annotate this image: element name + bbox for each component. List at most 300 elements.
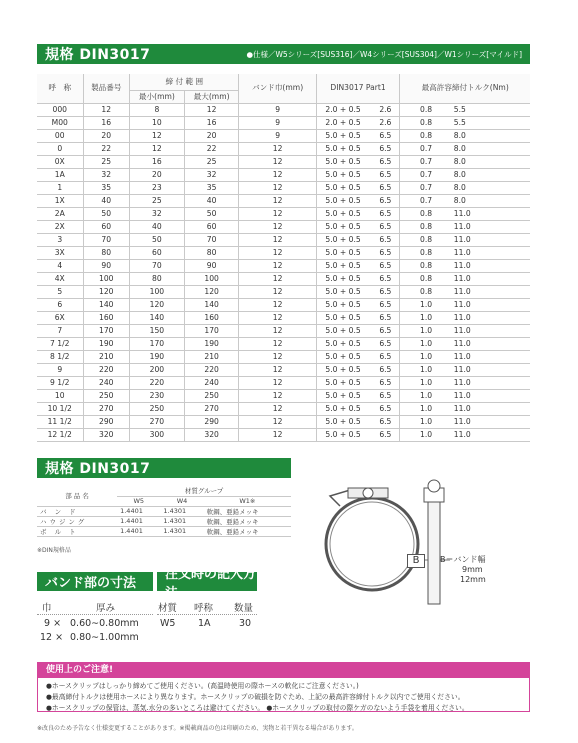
table-cell: 270 <box>83 402 130 415</box>
table-row <box>37 142 530 155</box>
table-cell: 6.5 <box>369 181 400 194</box>
table-cell: 80 <box>184 246 239 259</box>
table-cell: 軟鋼、亜鉛メッキ <box>204 516 291 526</box>
table-cell: 0.8 <box>400 207 452 220</box>
table-cell: 0.8 <box>400 259 452 272</box>
table-cell: 40 <box>83 194 130 207</box>
table-cell: 7 1/2 <box>37 337 83 350</box>
table-row <box>37 324 530 337</box>
table-cell: 6.5 <box>369 194 400 207</box>
table-cell: 2A <box>37 207 83 220</box>
table-row <box>37 389 530 402</box>
table-cell: 2.6 <box>369 103 400 116</box>
table-cell: 5.0 + 0.5 <box>316 350 369 363</box>
table-cell: 270 <box>130 415 185 428</box>
table-row <box>37 259 530 272</box>
table-cell: 6X <box>37 311 83 324</box>
table-cell: 6.5 <box>369 337 400 350</box>
table-cell: 12 <box>239 194 316 207</box>
table-row <box>37 272 530 285</box>
order-title: 注文時の記入方法 <box>157 572 257 591</box>
table-cell: 22 <box>83 142 130 155</box>
table-cell: 4X <box>37 272 83 285</box>
table-cell: 25 <box>130 194 185 207</box>
table-cell: 25 <box>184 155 239 168</box>
table-cell: 11.0 <box>452 311 530 324</box>
table-cell: 1A <box>37 168 83 181</box>
band-width-label <box>440 555 486 585</box>
caution-title: 使用上のご注意! <box>38 663 529 678</box>
table-cell: 50 <box>83 207 130 220</box>
table-cell: バ ン ド <box>37 506 117 516</box>
table-cell: 190 <box>184 337 239 350</box>
table-cell: 0.8 <box>400 220 452 233</box>
table-row <box>37 129 530 142</box>
table-cell: 16 <box>83 116 130 129</box>
table-cell: 5 <box>37 285 83 298</box>
table-cell: 1.0 <box>400 402 452 415</box>
col-call: 呼 称 <box>37 74 83 103</box>
band-row-1-width: 9 × <box>44 618 62 629</box>
table-cell: 190 <box>83 337 130 350</box>
table-cell: 170 <box>83 324 130 337</box>
table-cell: 6.5 <box>369 389 400 402</box>
table-cell: 10 1/2 <box>37 402 83 415</box>
table-cell: 10 <box>130 116 185 129</box>
table-row <box>37 194 530 207</box>
table-cell: 210 <box>83 350 130 363</box>
table-cell: 12 <box>239 324 316 337</box>
table-cell: 11.0 <box>452 337 530 350</box>
table-cell: 12 <box>239 181 316 194</box>
b-value-12: 12mm <box>460 575 486 584</box>
table-cell: 6.5 <box>369 259 400 272</box>
table-cell: 25 <box>83 155 130 168</box>
table-cell: 12 <box>130 142 185 155</box>
table-cell: 0.8 <box>400 246 452 259</box>
table-cell: 20 <box>83 129 130 142</box>
table-cell: 20 <box>130 168 185 181</box>
table-row <box>37 220 530 233</box>
table-cell: 000 <box>37 103 83 116</box>
table-cell: 12 <box>239 246 316 259</box>
table-row <box>37 103 530 116</box>
table-row <box>37 415 530 428</box>
table-row <box>37 298 530 311</box>
order-h-material: 材質 <box>158 603 178 614</box>
b-marker: B <box>407 554 425 568</box>
spec-table <box>37 74 530 442</box>
table-cell: 9 <box>239 103 316 116</box>
band-col-thickness: 厚み <box>96 603 116 614</box>
table-cell: 6.5 <box>369 402 400 415</box>
col-max: 最大(mm) <box>184 90 239 103</box>
table-cell: 1.4301 <box>160 516 203 526</box>
order-v-material: W5 <box>160 618 176 629</box>
table-cell: 12 <box>239 285 316 298</box>
table-cell: 2.0 + 0.5 <box>316 116 369 129</box>
table-row <box>37 428 530 441</box>
table-cell: 35 <box>184 181 239 194</box>
table-cell: 1.0 <box>400 389 452 402</box>
table-cell: ハウジング <box>37 516 117 526</box>
order-v-qty: 30 <box>239 618 252 629</box>
table-cell: 70 <box>83 233 130 246</box>
material-header-bar <box>37 458 291 478</box>
table-cell: 12 <box>239 350 316 363</box>
table-cell: 12 <box>239 272 316 285</box>
col-product-no: 製品番号 <box>83 74 130 103</box>
table-cell: 0 <box>37 142 83 155</box>
table-cell: 170 <box>130 337 185 350</box>
table-cell: 1.0 <box>400 363 452 376</box>
table-cell: 11.0 <box>452 363 530 376</box>
table-cell: 250 <box>130 402 185 415</box>
table-cell: 12 <box>239 389 316 402</box>
table-row <box>37 246 530 259</box>
table-cell: 12 <box>83 103 130 116</box>
hose-clamp-diagram <box>310 476 450 606</box>
table-cell: 11.0 <box>452 285 530 298</box>
table-cell: 5.0 + 0.5 <box>316 272 369 285</box>
table-cell: 6.5 <box>369 246 400 259</box>
col-torque: 最高許容締付トルク(Nm) <box>400 74 530 103</box>
clamp-ring <box>326 488 418 590</box>
table-cell: 5.0 + 0.5 <box>316 285 369 298</box>
col-min: 最小(mm) <box>130 90 185 103</box>
mat-col-w5: W5 <box>117 496 160 506</box>
table-cell: 200 <box>130 363 185 376</box>
table-cell: 8.0 <box>452 168 530 181</box>
table-cell: 12 <box>239 337 316 350</box>
table-cell: 6.5 <box>369 376 400 389</box>
table-cell: 240 <box>184 376 239 389</box>
table-cell: M00 <box>37 116 83 129</box>
table-cell: 12 <box>239 220 316 233</box>
band-row-1-thickness: 0.60∼0.80mm <box>70 618 139 629</box>
table-row <box>37 402 530 415</box>
material-title: 規格 DIN3017 <box>45 461 151 477</box>
table-cell: 170 <box>184 324 239 337</box>
table-cell: 8.0 <box>452 129 530 142</box>
table-cell: 9 <box>37 363 83 376</box>
table-cell: 8.0 <box>452 181 530 194</box>
table-cell: 11 1/2 <box>37 415 83 428</box>
table-cell: 12 <box>239 428 316 441</box>
table-cell: 120 <box>83 285 130 298</box>
mat-col-part: 部 品 名 <box>37 486 117 506</box>
table-cell: 6.5 <box>369 428 400 441</box>
table-cell: 11.0 <box>452 389 530 402</box>
footer-note: ※改良のため予告なく仕様変更することがあります。※掲載商品の色は印刷のため、実物と若干異なる場合があります。 <box>37 725 358 732</box>
mat-col-w4: W4 <box>160 496 203 506</box>
table-cell: 0.8 <box>400 116 452 129</box>
table-cell: 5.0 + 0.5 <box>316 363 369 376</box>
table-cell: 5.0 + 0.5 <box>316 311 369 324</box>
col-din: DIN3017 Part1 <box>316 74 400 103</box>
table-cell: 1.4401 <box>117 516 160 526</box>
table-cell: 11.0 <box>452 415 530 428</box>
table-row <box>37 506 291 516</box>
table-cell: 1.0 <box>400 376 452 389</box>
table-cell: 8.0 <box>452 155 530 168</box>
table-cell: 3 <box>37 233 83 246</box>
table-row <box>37 233 530 246</box>
table-cell: 1.0 <box>400 337 452 350</box>
table-cell: 160 <box>83 311 130 324</box>
col-range: 締 付 範 囲 <box>130 74 239 90</box>
table-row <box>37 181 530 194</box>
table-cell: 11.0 <box>452 272 530 285</box>
table-cell: 11.0 <box>452 233 530 246</box>
table-cell: 230 <box>130 389 185 402</box>
table-cell: 0.7 <box>400 181 452 194</box>
table-cell: 8 1/2 <box>37 350 83 363</box>
table-cell: 12 <box>239 168 316 181</box>
table-cell: 100 <box>83 272 130 285</box>
table-cell: 5.0 + 0.5 <box>316 415 369 428</box>
table-cell: 12 <box>239 402 316 415</box>
table-row <box>37 516 291 526</box>
table-cell: 5.0 + 0.5 <box>316 402 369 415</box>
table-cell: 220 <box>184 363 239 376</box>
table-cell: 6.5 <box>369 129 400 142</box>
table-cell: 32 <box>184 168 239 181</box>
series-note: ●仕様／W5シリーズ[SUS316]／W4シリーズ[SUS304]／W1シリーズ[マイルド] <box>246 49 522 59</box>
table-cell: 11.0 <box>452 428 530 441</box>
material-table <box>37 486 291 537</box>
table-cell: 5.0 + 0.5 <box>316 194 369 207</box>
table-cell: 250 <box>83 389 130 402</box>
table-cell: 2.6 <box>369 116 400 129</box>
table-cell: 150 <box>130 324 185 337</box>
table-row <box>37 155 530 168</box>
table-cell: 5.0 + 0.5 <box>316 376 369 389</box>
table-cell: 6.5 <box>369 363 400 376</box>
table-row <box>37 363 530 376</box>
table-cell: 6.5 <box>369 311 400 324</box>
table-cell: 3X <box>37 246 83 259</box>
table-cell: 6.5 <box>369 168 400 181</box>
table-cell: 1.0 <box>400 350 452 363</box>
table-cell: 80 <box>83 246 130 259</box>
table-cell: 12 <box>239 142 316 155</box>
table-cell: 1.0 <box>400 298 452 311</box>
order-v-call: 1A <box>198 618 211 629</box>
caution-box <box>37 662 530 712</box>
table-cell: 6 <box>37 298 83 311</box>
table-cell: 160 <box>184 311 239 324</box>
order-h-qty: 数量 <box>234 603 254 614</box>
table-cell: 5.5 <box>452 103 530 116</box>
table-cell: 11.0 <box>452 259 530 272</box>
table-cell: 9 <box>239 129 316 142</box>
table-cell: 軟鋼、亜鉛メッキ <box>204 506 291 516</box>
table-cell: 5.0 + 0.5 <box>316 220 369 233</box>
table-cell: 190 <box>130 350 185 363</box>
table-cell: 11.0 <box>452 207 530 220</box>
table-cell: 12 <box>239 415 316 428</box>
table-cell: 11.0 <box>452 350 530 363</box>
table-cell: 5.0 + 0.5 <box>316 142 369 155</box>
table-cell: 0.8 <box>400 233 452 246</box>
table-cell: 1.0 <box>400 311 452 324</box>
table-cell: 0.8 <box>400 285 452 298</box>
table-cell: 90 <box>184 259 239 272</box>
table-cell: 12 <box>239 311 316 324</box>
table-cell: 16 <box>130 155 185 168</box>
caution-line-2: ●最高締付トルクは使用ホースにより異なります。ホースクリップの破損を防ぐため、上記の最高許容締付トルク以内でご使用ください。 <box>46 693 465 701</box>
table-cell: 12 <box>239 233 316 246</box>
table-row <box>37 285 530 298</box>
table-cell: 7 <box>37 324 83 337</box>
table-cell: 5.0 + 0.5 <box>316 207 369 220</box>
table-row <box>37 168 530 181</box>
table-cell: 12 <box>239 259 316 272</box>
table-cell: 8.0 <box>452 194 530 207</box>
table-cell: 5.0 + 0.5 <box>316 246 369 259</box>
table-cell: 250 <box>184 389 239 402</box>
table-cell: 300 <box>130 428 185 441</box>
table-cell: 5.0 + 0.5 <box>316 129 369 142</box>
table-cell: 60 <box>184 220 239 233</box>
table-cell: 100 <box>130 285 185 298</box>
table-row <box>37 116 530 129</box>
table-cell: 5.0 + 0.5 <box>316 259 369 272</box>
table-cell: 22 <box>184 142 239 155</box>
table-cell: 11.0 <box>452 298 530 311</box>
table-cell: 0.7 <box>400 155 452 168</box>
table-cell: 40 <box>130 220 185 233</box>
table-cell: 1.4401 <box>117 526 160 536</box>
table-cell: 6.5 <box>369 415 400 428</box>
table-cell: 5.0 + 0.5 <box>316 337 369 350</box>
table-cell: 40 <box>184 194 239 207</box>
din-note: ※DIN規格品 <box>37 547 71 554</box>
table-cell: 35 <box>83 181 130 194</box>
table-cell: 5.0 + 0.5 <box>316 298 369 311</box>
table-cell: 5.0 + 0.5 <box>316 155 369 168</box>
table-cell: 1X <box>37 194 83 207</box>
table-cell: 5.5 <box>452 116 530 129</box>
table-cell: 9 <box>239 116 316 129</box>
table-cell: 8 <box>130 103 185 116</box>
table-cell: 290 <box>184 415 239 428</box>
table-cell: 12 <box>239 207 316 220</box>
table-cell: 20 <box>184 129 239 142</box>
table-cell: 12 <box>184 103 239 116</box>
table-cell: 軟鋼、亜鉛メッキ <box>204 526 291 536</box>
table-cell: 140 <box>83 298 130 311</box>
mat-col-group: 材質グループ <box>117 486 291 496</box>
table-row <box>37 526 291 536</box>
table-cell: 290 <box>83 415 130 428</box>
table-cell: 2.0 + 0.5 <box>316 103 369 116</box>
table-cell: 6.5 <box>369 220 400 233</box>
table-cell: 1 <box>37 181 83 194</box>
table-cell: 80 <box>130 272 185 285</box>
table-cell: 6.5 <box>369 207 400 220</box>
table-cell: 0.7 <box>400 142 452 155</box>
table-cell: 270 <box>184 402 239 415</box>
table-cell: 0.7 <box>400 194 452 207</box>
table-row <box>37 337 530 350</box>
table-cell: 12 <box>239 376 316 389</box>
table-cell: 00 <box>37 129 83 142</box>
caution-line-1: ●ホースクリップはしっかり締めてご使用ください。(高温時使用の際ホースの軟化にご注意ください。) <box>46 682 359 690</box>
table-cell: 1.4301 <box>160 506 203 516</box>
table-cell: 11.0 <box>452 220 530 233</box>
order-h-call: 呼称 <box>194 603 214 614</box>
table-cell: 9 1/2 <box>37 376 83 389</box>
table-cell: 320 <box>184 428 239 441</box>
table-cell: 1.4301 <box>160 526 203 536</box>
table-cell: 5.0 + 0.5 <box>316 324 369 337</box>
table-cell: 32 <box>83 168 130 181</box>
col-band-width: バンド巾(mm) <box>239 74 316 103</box>
table-cell: 32 <box>130 207 185 220</box>
table-cell: 12 <box>239 155 316 168</box>
table-cell: 5.0 + 0.5 <box>316 428 369 441</box>
table-cell: 12 <box>130 129 185 142</box>
table-cell: 4 <box>37 259 83 272</box>
table-cell: 0.8 <box>400 103 452 116</box>
table-row <box>37 311 530 324</box>
table-cell: 1.4401 <box>117 506 160 516</box>
table-cell: 8.0 <box>452 142 530 155</box>
band-spec-title: バンド部の寸法 <box>37 572 153 591</box>
table-cell: 6.5 <box>369 324 400 337</box>
table-cell: 11.0 <box>452 246 530 259</box>
table-cell: 50 <box>130 233 185 246</box>
table-cell: 60 <box>83 220 130 233</box>
table-cell: 0.8 <box>400 129 452 142</box>
table-cell: 50 <box>184 207 239 220</box>
spec-header-bar <box>37 44 530 64</box>
clamp-side-view <box>416 480 450 604</box>
table-cell: 120 <box>130 298 185 311</box>
table-cell: 60 <box>130 246 185 259</box>
table-cell: 70 <box>184 233 239 246</box>
table-cell: 6.5 <box>369 298 400 311</box>
table-cell: 12 1/2 <box>37 428 83 441</box>
table-cell: 6.5 <box>369 233 400 246</box>
table-cell: 5.0 + 0.5 <box>316 181 369 194</box>
table-cell: 1.0 <box>400 428 452 441</box>
table-cell: 6.5 <box>369 285 400 298</box>
table-cell: 140 <box>130 311 185 324</box>
table-cell: 11.0 <box>452 376 530 389</box>
table-row <box>37 207 530 220</box>
table-cell: 220 <box>130 376 185 389</box>
band-col-width: 巾 <box>42 603 52 614</box>
b-value-9: 9mm <box>462 565 483 574</box>
table-cell: 11.0 <box>452 324 530 337</box>
table-cell: 16 <box>184 116 239 129</box>
band-row-2-width: 12 × <box>40 632 64 643</box>
band-row-2-thickness: 0.80∼1.00mm <box>70 632 139 643</box>
table-cell: 1.0 <box>400 324 452 337</box>
table-cell: 240 <box>83 376 130 389</box>
table-cell: 6.5 <box>369 272 400 285</box>
table-cell: 11.0 <box>452 402 530 415</box>
table-cell: 10 <box>37 389 83 402</box>
table-cell: 1.0 <box>400 415 452 428</box>
caution-line-3: ●ホースクリップの保管は、蒸気.水分の多いところは避けてください。 ●ホースクリップの取付の際ケガのないよう手袋を着用ください。 <box>46 704 469 712</box>
table-cell: 5.0 + 0.5 <box>316 168 369 181</box>
table-cell: 0.7 <box>400 168 452 181</box>
table-cell: 5.0 + 0.5 <box>316 233 369 246</box>
